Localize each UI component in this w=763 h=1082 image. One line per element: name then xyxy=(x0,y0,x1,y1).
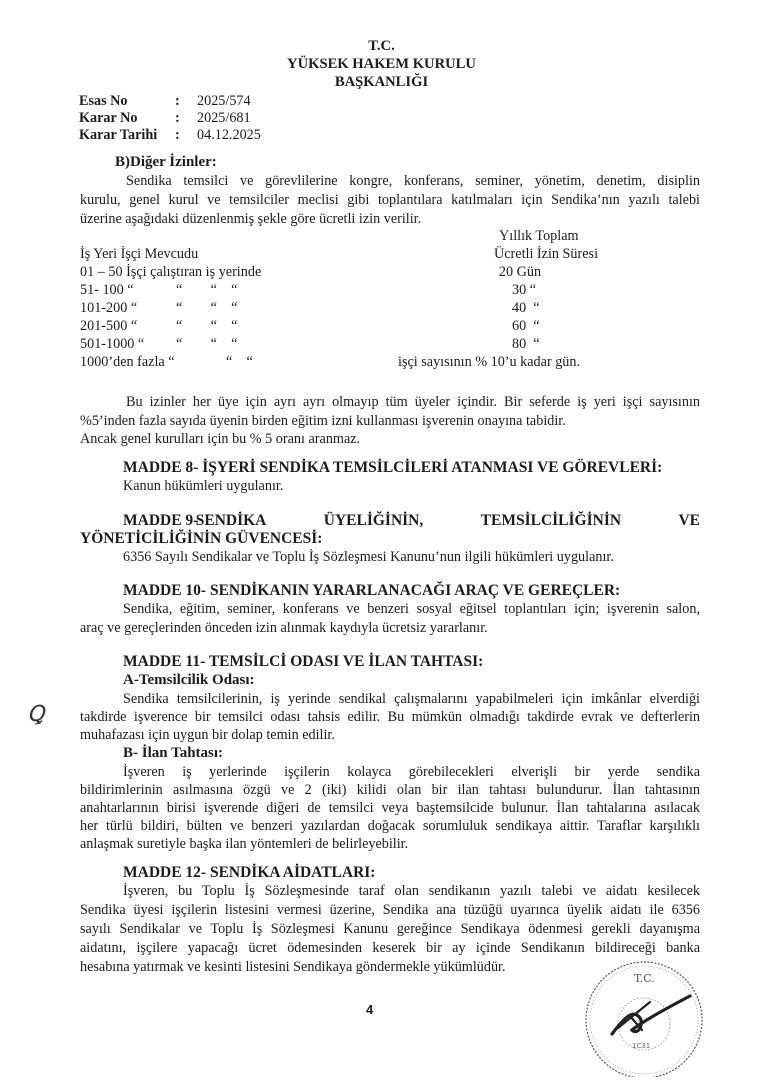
leave-row xyxy=(80,264,680,282)
madde-12-line: Sendika üyesi işçilerin listesini vermesi üzerine, Sendika ana tüzüğü uyarınca üyelik aidatı ile 6356 xyxy=(80,902,700,918)
leave-ditto: “ “ “ xyxy=(176,282,238,298)
section-b-title: B)Diğer İzinler: xyxy=(115,154,217,170)
note-line: %5’inden fazla sayıda üyenin birden eğitim izni kullanması işverenin onayına tabidir. xyxy=(80,413,566,429)
madde-9-title-word: SENDİKA xyxy=(195,512,267,529)
madde-11-b-line: anahtarlarının birisi işverende diğeri de temsilci veya baştemsilcide bulunur. İlan tahtalarına asılacak xyxy=(80,800,700,816)
madde-9-title-word: TEMSİLCİLİĞİNİN xyxy=(480,512,622,529)
madde-10-title: MADDE 10- SENDİKANIN YARARLANACAĞI ARAÇ VE GEREÇLER: xyxy=(123,582,621,599)
leave-row xyxy=(80,354,680,372)
leave-ditto: “ “ xyxy=(226,354,253,370)
madde-9-title-line2: YÖNETİCİLİĞİNİN GÜVENCESİ: xyxy=(80,530,323,547)
leave-duration: 30 “ xyxy=(512,282,537,298)
madde-11-b-line: anlaşmak suretiyle başka ilan yöntemleri de belirleyebilir. xyxy=(80,836,409,852)
madde-11-a-line: Sendika temsilcilerinin, iş yerinde sendikal çalışmalarını yapabilmeleri için imkânlar elverdiği xyxy=(123,691,700,707)
madde-11-a-line: muhafazası için uygun bir dolap temin edilir. xyxy=(80,727,335,743)
leave-duration: 20 Gün xyxy=(498,264,542,280)
leave-range: 51- 100 “ xyxy=(80,282,134,298)
section-b-para-line: üzerine aşağıdaki düzenlenmiş şekle göre ücretli izin verilir. xyxy=(80,211,422,227)
madde-10-body-line: Sendika, eğitim, seminer, konferans ve benzeri sosyal eğitsel toplantıları için; işverenin salon, xyxy=(123,601,700,617)
madde-8-title: MADDE 8- İŞYERİ SENDİKA TEMSİLCİLERİ ATANMASI VE GÖREVLERİ: xyxy=(123,459,663,476)
meta-label: Karar No xyxy=(79,110,138,126)
header-institution: YÜKSEK HAKEM KURULU xyxy=(287,56,476,72)
note-line: Bu izinler her üye için ayrı ayrı olmayıp tüm üyeler içindir. Bir seferde iş yeri işçi sayısının xyxy=(126,394,700,410)
leave-duration: 40 “ xyxy=(512,300,540,316)
madde-12-line: aidatını, işçilere yapacağı ücret ödemesinden keserek bir ay içinde Sendikanın bildireceği banka xyxy=(80,940,700,956)
leave-duration: 80 “ xyxy=(512,336,540,352)
leave-row xyxy=(80,318,680,336)
meta-colon: : xyxy=(175,93,180,109)
section-b-para-line: kurulu, genel kurul ve temsilciler meclisi gibi toplantılara katılmaları için Sendika’nın yazılı talebi xyxy=(80,192,700,208)
madde-11-title: MADDE 11- TEMSİLCİ ODASI VE İLAN TAHTASI: xyxy=(123,653,484,670)
meta-value: 2025/574 xyxy=(197,93,251,109)
madde-10-body-line: araç ve gereçlerinden önceden izin alınmak kaydıyla ücretsiz yararlanır. xyxy=(80,620,488,636)
madde-9-title-word: VE xyxy=(678,512,700,529)
meta-value: 2025/681 xyxy=(197,110,251,126)
official-stamp xyxy=(572,952,722,1077)
leave-range: 01 – 50 İşçi çalıştıran iş yerinde xyxy=(80,264,262,280)
madde-11-b-line: her türlü bildiri, bülten ve benzeri yazılardan doğacak sorumluluk sendikaya aittir. Taraflar karşılıklı xyxy=(80,818,700,834)
leave-range: 501-1000 “ xyxy=(80,336,145,352)
madde-9-body: 6356 Sayılı Sendikalar ve Toplu İş Sözleşmesi Kanunu’nun ilgili hükümleri uygulanır. xyxy=(123,549,614,565)
meta-colon: : xyxy=(175,110,180,126)
madde-12-line: İşveren, bu Toplu İş Sözleşmesinde taraf olan sendikanın yazılı talebi ve aidatı kesilecek xyxy=(123,883,700,899)
margin-initial-mark: Ꝗ xyxy=(27,702,45,727)
madde-8-body: Kanun hükümleri uygulanır. xyxy=(123,478,284,494)
leave-row xyxy=(80,282,680,300)
stamp-top-text: T.C. xyxy=(634,972,655,985)
madde-11-b-line: bildirimlerinin asılmasına özgü ve 2 (iki) kilidi olan bir ilan tahtası bulundurur. İlan tahtasının xyxy=(80,782,700,798)
leave-row xyxy=(80,300,680,318)
leave-col-left-header: İş Yeri İşçi Mevcudu xyxy=(80,246,199,262)
leave-col-right-header-1: Yıllık Toplam xyxy=(499,228,579,244)
leave-ditto: “ “ “ xyxy=(176,336,238,352)
leave-range: 201-500 “ xyxy=(80,318,138,334)
page-number: 4 xyxy=(366,1002,374,1017)
madde-9-title-word: ÜYELİĞİNİN, xyxy=(323,512,424,529)
header-tc: T.C. xyxy=(368,38,395,54)
leave-ditto: “ “ “ xyxy=(176,318,238,334)
madde-9-title xyxy=(123,512,700,530)
leave-range: 101-200 “ xyxy=(80,300,138,316)
stamp-icon xyxy=(572,952,722,1077)
madde-9-title-word: MADDE 9- xyxy=(123,512,199,529)
leave-row xyxy=(80,336,680,354)
section-b-para-line: Sendika temsilci ve görevlilerine kongre, konferans, seminer, yönetim, denetim, disiplin xyxy=(126,173,700,189)
madde-12-line: hesabına yatırmak ve kesinti listesini Sendikaya göndermekle yükümlüdür. xyxy=(80,959,506,975)
madde-11-sub-a: A-Temsilcilik Odası: xyxy=(123,672,255,688)
meta-value: 04.12.2025 xyxy=(197,127,261,143)
leave-range: 1000’den fazla “ xyxy=(80,354,175,370)
leave-col-right-header-2: Ücretli İzin Süresi xyxy=(494,246,599,262)
leave-duration: işçi sayısının % 10’u kadar gün. xyxy=(398,354,581,370)
meta-colon: : xyxy=(175,127,180,143)
stamp-center-text: 1C31 xyxy=(632,1042,651,1050)
meta-label: Karar Tarihi xyxy=(79,127,158,143)
note-line: Ancak genel kurulları için bu % 5 oranı aranmaz. xyxy=(80,431,361,447)
madde-11-sub-b: B- İlan Tahtası: xyxy=(123,745,224,761)
header-presidency: BAŞKANLIĞI xyxy=(334,74,429,90)
madde-12-title: MADDE 12- SENDİKA AİDATLARI: xyxy=(123,864,376,881)
madde-11-b-line: İşveren iş yerlerinde işçilerin kolayca görebilecekleri elverişli bir yerde sendika xyxy=(123,764,700,780)
meta-label: Esas No xyxy=(79,93,128,109)
madde-12-line: sayılı Sendikalar ve Toplu İş Sözleşmesi Kanunu gereğince Sendikaya ödenmesi gerekli dayanışma xyxy=(80,921,700,937)
leave-duration: 60 “ xyxy=(512,318,540,334)
madde-11-a-line: takdirde işverence bir temsilci odası tahsis edilir. Bu mümkün olmadığı takdirde evrak ve defterlerin xyxy=(80,709,700,725)
leave-ditto: “ “ “ xyxy=(176,300,238,316)
